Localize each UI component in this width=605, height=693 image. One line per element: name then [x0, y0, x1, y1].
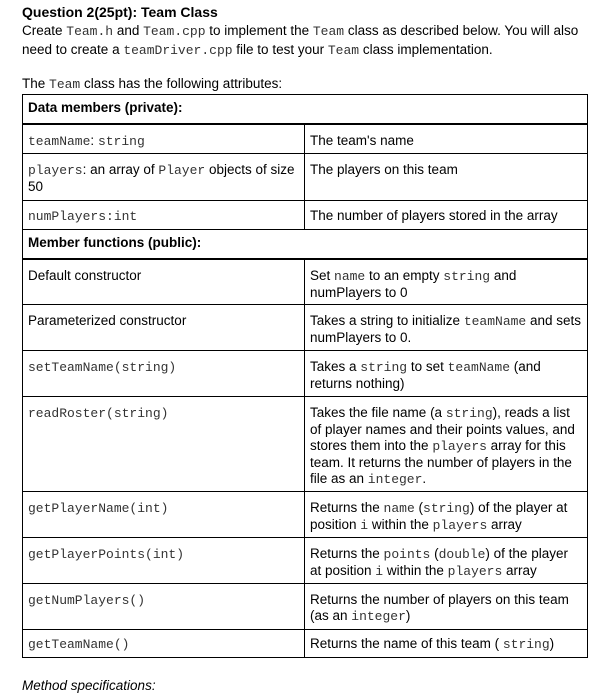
function-signature — [23, 492, 305, 538]
function-description — [305, 305, 588, 351]
table-row — [23, 154, 588, 201]
code-team-h: Team.h — [66, 24, 114, 39]
desc-text: Set — [310, 267, 335, 283]
table-row — [23, 584, 588, 630]
function-description — [305, 492, 588, 538]
intro-text: Create — [22, 23, 67, 38]
desc-text: within the — [383, 563, 448, 578]
table-row — [23, 351, 588, 397]
code-text: players — [432, 518, 488, 533]
desc-text: ) of the player at position — [310, 546, 568, 578]
function-description — [305, 538, 588, 584]
table-row — [23, 630, 588, 658]
code-text: name — [334, 268, 366, 284]
code-signature: getPlayerName(int) — [28, 501, 169, 516]
desc-text: (and returns nothing) — [310, 359, 541, 391]
intro-text: class implementation. — [359, 42, 493, 57]
code-text: teamName — [447, 360, 511, 375]
desc-text: array for this team. It returns the number of players in the file as an — [310, 438, 572, 486]
desc-text: ), reads a list of player names and their points values, and stores them into the — [310, 405, 575, 453]
desc-text: ) of the player at position — [310, 500, 568, 532]
desc-text: . — [422, 471, 427, 486]
section-header-row — [23, 230, 588, 259]
desc-text: ) — [549, 636, 555, 651]
desc-text: ( — [430, 546, 439, 561]
code-text: string — [445, 406, 493, 421]
code-signature: readRoster(string) — [28, 406, 169, 421]
function-signature: Parameterized constructor — [23, 305, 305, 351]
code-text: double — [438, 547, 486, 562]
code-team-driver: teamDriver.cpp — [123, 43, 233, 58]
function-signature — [23, 351, 305, 397]
member-description: The team's name — [305, 124, 588, 154]
function-signature — [23, 630, 305, 658]
code-text: players — [447, 564, 503, 579]
table-row — [23, 492, 588, 538]
sig-text: : — [90, 132, 98, 148]
code-text: i — [375, 564, 384, 579]
function-signature — [23, 397, 305, 492]
desc-text: ) — [405, 608, 411, 623]
desc-text: within the — [368, 517, 433, 532]
desc-text: ( — [414, 500, 424, 515]
code-member-name: players — [28, 163, 83, 178]
desc-text: Takes a string to initialize — [310, 313, 464, 328]
code-text: string — [443, 268, 491, 284]
intro-text: class as described below. You will also need to create a — [22, 23, 579, 57]
table-row — [23, 259, 588, 305]
function-signature: Default constructor — [23, 259, 305, 305]
desc-text: array — [502, 563, 537, 578]
table-row — [23, 305, 588, 351]
function-signature — [23, 584, 305, 630]
code-team: Team — [327, 43, 360, 58]
code-text: teamName — [463, 314, 527, 329]
code-text: string — [423, 501, 470, 516]
intro-paragraph — [22, 22, 594, 60]
sig-text: : an array of — [82, 162, 159, 177]
desc-text: Takes the file name (a — [310, 405, 446, 420]
table-row — [23, 124, 588, 154]
desc-text: to an empty — [365, 267, 444, 283]
code-text: string — [502, 637, 550, 652]
function-description — [305, 259, 588, 305]
code-text: players — [432, 439, 487, 454]
data-members-header: Data members (private): — [23, 95, 588, 124]
table-row — [23, 538, 588, 584]
code-text: i — [360, 518, 369, 533]
table-row — [23, 201, 588, 230]
code-signature: setTeamName(string) — [28, 360, 177, 375]
member-signature — [23, 154, 305, 201]
desc-text: to set — [407, 359, 448, 374]
desc-text: Returns the name of this team ( — [310, 636, 503, 651]
code-team-cpp: Team.cpp — [143, 24, 206, 39]
sig-text: objects of size 50 — [28, 162, 295, 194]
code-text: points — [383, 547, 431, 562]
code-text: integer — [351, 609, 406, 624]
code-team: Team — [312, 24, 345, 39]
section-header-row — [23, 95, 588, 124]
code-signature: getNumPlayers() — [28, 593, 146, 608]
function-description — [305, 584, 588, 630]
desc-text: array — [487, 517, 522, 532]
class-spec-table — [22, 94, 588, 658]
desc-text: and numPlayers to 0 — [310, 267, 517, 300]
code-type: string — [97, 133, 145, 149]
desc-text: Returns the — [310, 546, 384, 561]
member-functions-header: Member functions (public): — [23, 230, 588, 259]
table-row — [23, 397, 588, 492]
attrs-text: class has the following attributes: — [80, 76, 283, 91]
code-team: Team — [49, 77, 81, 92]
member-signature — [23, 124, 305, 154]
function-description — [305, 630, 588, 658]
attributes-intro — [22, 76, 282, 92]
code-type: Player — [158, 163, 206, 178]
code-text: string — [360, 360, 408, 375]
function-description — [305, 351, 588, 397]
code-signature: getPlayerPoints(int) — [28, 547, 185, 562]
member-signature — [23, 201, 305, 230]
next-section-heading: Method specifications: — [22, 678, 156, 693]
desc-text: and sets numPlayers to 0. — [310, 313, 582, 345]
code-text: integer — [367, 472, 423, 487]
code-text: name — [383, 501, 415, 516]
attrs-text: The — [22, 76, 50, 91]
intro-text: and — [113, 23, 144, 38]
member-description: The players on this team — [305, 154, 588, 201]
desc-text: Takes a — [310, 359, 361, 374]
intro-text: file to test your — [232, 42, 328, 57]
desc-text: Returns the — [310, 500, 384, 515]
function-description — [305, 397, 588, 492]
code-member-name: numPlayers:int — [28, 209, 138, 224]
function-signature — [23, 538, 305, 584]
question-heading: Question 2(25pt): Team Class — [22, 4, 218, 20]
member-description: The number of players stored in the array — [305, 201, 588, 230]
code-member-name: teamName — [28, 133, 91, 149]
intro-text: to implement the — [205, 23, 313, 38]
code-signature: getTeamName() — [28, 637, 130, 652]
desc-text: Returns the number of players on this team (as an — [310, 592, 569, 623]
